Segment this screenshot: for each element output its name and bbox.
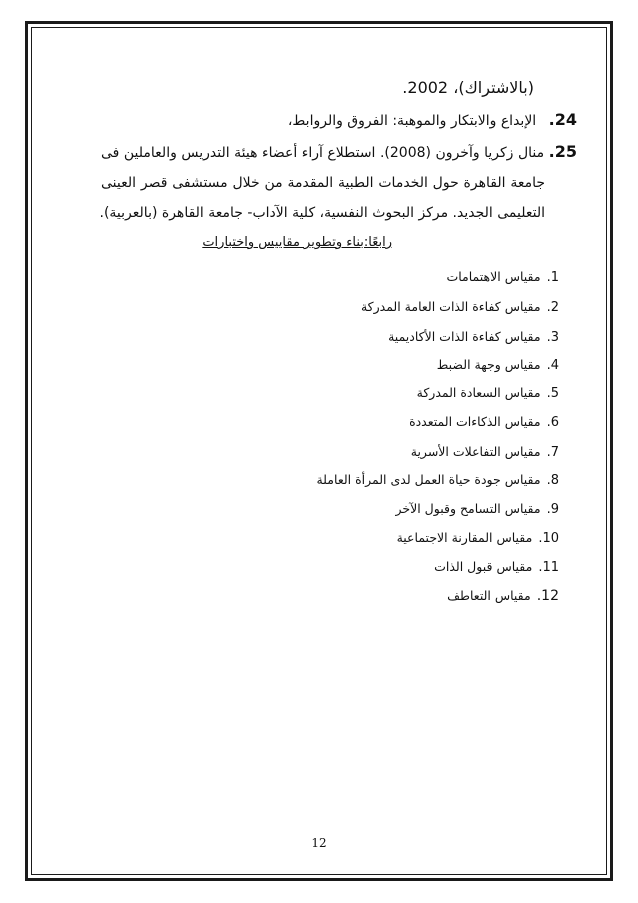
reference-24-number: 24. [548,110,577,129]
reference-25-number: 25. [548,142,577,161]
reference-25-line1 [101,144,577,160]
list-item: 2.مقياس كفاءة الذات العامة المدركة [360,299,559,315]
reference-25-line3: التعليمى الجديد. مركز البحوث النفسية، كلية الآداب- جامعة القاهرة (بالعربية). [99,205,545,221]
section-heading: رابعًا:بناء وتطوير مقاييس واختبارات [202,235,392,250]
list-item: 1.مقياس الاهتمامات [446,269,559,285]
list-item: 10.مقياس المقارنة الاجتماعية [396,530,559,546]
list-item: 11.مقياس قبول الذات [434,559,559,575]
list-item: 9.مقياس التسامح وقبول الآخر [395,501,559,517]
reference-24 [288,112,577,128]
list-item: 12.مقياس التعاطف [447,588,559,604]
reference-24-text: الإبداع والابتكار والموهبة: الفروق والروابط، [287,113,537,129]
reference-25-line2: جامعة القاهرة حول الخدمات الطبية المقدمة من خلال مستشفى قصر العينى [101,175,545,191]
reference-25-text-line1: منال زكريا وآخرون (2008). استطلاع آراء أعضاء هيئة التدريس والعاملين فى [101,145,545,161]
list-item: 8.مقياس جودة حياة العمل لدى المرأة العاملة [316,472,559,488]
page-number: 12 [311,836,327,850]
reference-continuation: (بالاشتراك)، 2002. [402,78,534,97]
list-item: 7.مقياس التفاعلات الأسرية [410,444,559,460]
list-item: 5.مقياس السعادة المدركة [416,385,559,401]
list-item: 6.مقياس الذكاءات المتعددة [409,414,559,430]
list-item: 4.مقياس وجهة الضبط [436,357,559,373]
list-item: 3.مقياس كفاءة الذات الأكاديمية [388,329,559,345]
